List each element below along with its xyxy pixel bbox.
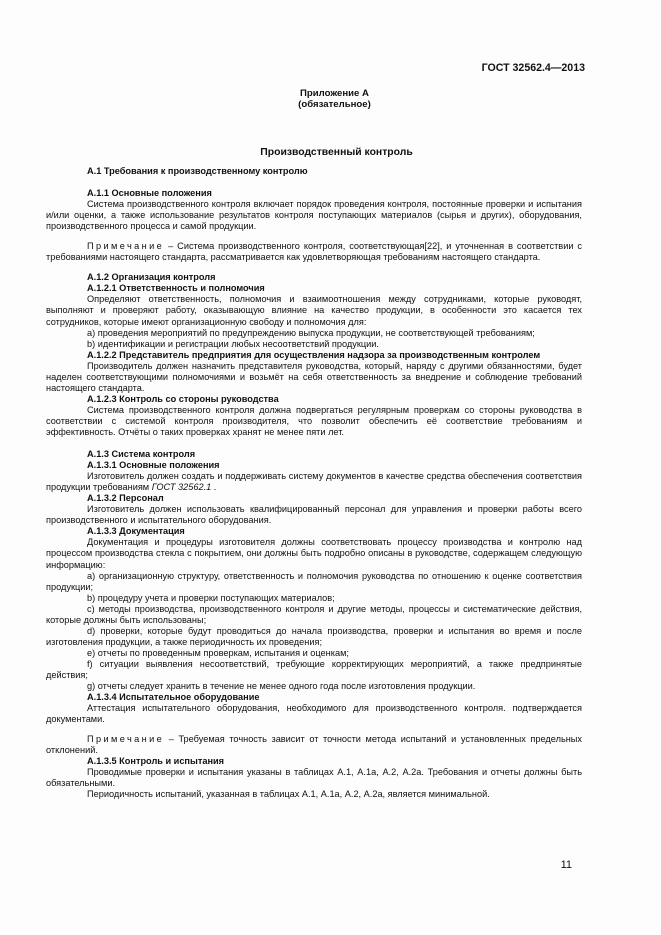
section-a134-heading: А.1.3.4 Испытательное оборудование bbox=[87, 692, 260, 703]
note-label: Примечание bbox=[87, 734, 165, 745]
document-body bbox=[46, 166, 582, 800]
list-item: b) идентификации и регистрации любых несоответствий продукции. bbox=[87, 338, 379, 349]
paragraph: Аттестация испытательного оборудования, необходимого для производственного контроля. подтверждается документами. bbox=[46, 703, 582, 725]
paragraph bbox=[46, 471, 582, 493]
note-text: – Система производственного контроля, соответствующая[22], и уточненная в соответствии с требованиями настоящего стандарта, рассматривается как удовлетворяющая требованиям настоящего стандарта. bbox=[46, 241, 582, 263]
main-title: Производственный контроль bbox=[260, 147, 413, 158]
section-a135-heading: А.1.3.5 Контроль и испытания bbox=[87, 756, 224, 767]
list-item: d) проверки, которые будут проводиться до начала производства, проверки и испытания во время и после изготовления продукции, а также периодичность их проведения; bbox=[46, 625, 582, 647]
paragraph: Система производственного контроля должна подвергаться регулярным проверкам со стороны руководства в соответствии с системой контроля производителя, что позволит обеспечить её соответствие требованиям и эффективность. Отчёты о таких проверках хранят не менее пяти лет. bbox=[46, 404, 582, 437]
list-item: b) процедуру учета и проверки поступающих материалов; bbox=[87, 592, 335, 603]
list-item: e) отчеты по проведенным проверкам, испытания и оценкам; bbox=[87, 647, 349, 658]
section-a132-heading: А.1.3.2 Персонал bbox=[87, 493, 164, 504]
list-item: а) проведения мероприятий по предупреждению выпуска продукции, не соответствующей требованиям; bbox=[87, 327, 535, 338]
section-a13-heading: А.1.3 Система контроля bbox=[87, 449, 196, 460]
note-1 bbox=[46, 241, 582, 263]
note-2 bbox=[46, 734, 582, 756]
note-text: – Требуемая точность зависит от точности метода испытаний и установленных предельных отклонений. bbox=[46, 734, 582, 756]
section-a121-heading: А.1.2.1 Ответственность и полномочия bbox=[87, 283, 265, 294]
paragraph: Периодичность испытаний, указанная в таблицах А.1, А.1а, А.2, А.2а, является минимальной. bbox=[87, 789, 490, 800]
appendix-title: Приложение А bbox=[300, 88, 369, 99]
appendix-heading bbox=[0, 88, 661, 110]
section-a131-heading: А.1.3.1 Основные положения bbox=[87, 460, 220, 471]
list-item: c) методы производства, производственного контроля и другие методы, процессы и систематические действия, которые должны быть использованы; bbox=[46, 603, 582, 625]
paragraph: Производитель должен назначить представителя руководства, который, наряду с другими обязанностями, будет наделен соответствующими полномочиями и возьмёт на себя ответственность за внедрение и соблюдение требований настоящего стандарта. bbox=[46, 360, 582, 393]
paragraph-text: Изготовитель должен создать и поддерживать систему документов в качестве средства обеспечения соответствия продукции требованиям bbox=[46, 471, 582, 493]
paragraph-end: . bbox=[211, 482, 217, 493]
standard-reference: ГОСТ 32562.1 bbox=[151, 482, 212, 493]
paragraph: Изготовитель должен использовать квалифицированный персонал для управления и проверки работы всего производственного и испытательного оборудования. bbox=[46, 504, 582, 526]
paragraph: Проводимые проверки и испытания указаны в таблицах А.1, А.1а, А.2, А.2а. Требования и отчеты должны быть обязательными. bbox=[46, 767, 582, 789]
page-number: 11 bbox=[560, 859, 572, 871]
paragraph: Определяют ответственность, полномочия и взаимоотношения между сотрудниками, которые руководят, выполняют и проверяют работу, оказывающую влияние на качество продукции, в особенности это касается тех сотрудников, которые имеют организационную свободу и полномочия для: bbox=[46, 294, 582, 327]
section-a133-heading: А.1.3.3 Документация bbox=[87, 526, 185, 537]
note-label: Примечание bbox=[87, 241, 165, 252]
paragraph: Документация и процедуры изготовителя должны соответствовать процессу производства и контролю над процессом производства стекла с покрытием, они должны быть подробно описаны в руководстве, содержащем следующую информацию: bbox=[46, 537, 582, 570]
section-a1-heading: А.1 Требования к производственному контролю bbox=[87, 166, 308, 176]
list-item: f) ситуации выявления несоответствий, требующие корректирующих мероприятий, а также предпринятые действия; bbox=[46, 658, 582, 680]
standard-code: ГОСТ 32562.4—2013 bbox=[481, 62, 585, 74]
section-a11-heading: А.1.1 Основные положения bbox=[87, 188, 212, 199]
section-a123-heading: А.1.2.3 Контроль со стороны руководства bbox=[87, 393, 279, 404]
section-a122-heading: А.1.2.2 Представитель предприятия для осуществления надзора за производственным контролем bbox=[87, 349, 541, 360]
list-item: а) организационную структуру, ответственность и полномочия руководства по отношению к оценке соответствия продукции; bbox=[46, 570, 582, 592]
appendix-subtitle: (обязательное) bbox=[298, 99, 371, 110]
list-item: g) отчеты следует хранить в течение не менее одного года после изготовления продукции. bbox=[87, 681, 476, 692]
section-a12-heading: А.1.2 Организация контроля bbox=[87, 272, 216, 283]
paragraph: Система производственного контроля включает порядок проведения контроля, постоянные проверки и испытания и/или оценки, а также использование результатов контроля поступающих материалов (сырья и других), оборудования, производственного процесса и самой продукции. bbox=[46, 199, 582, 232]
